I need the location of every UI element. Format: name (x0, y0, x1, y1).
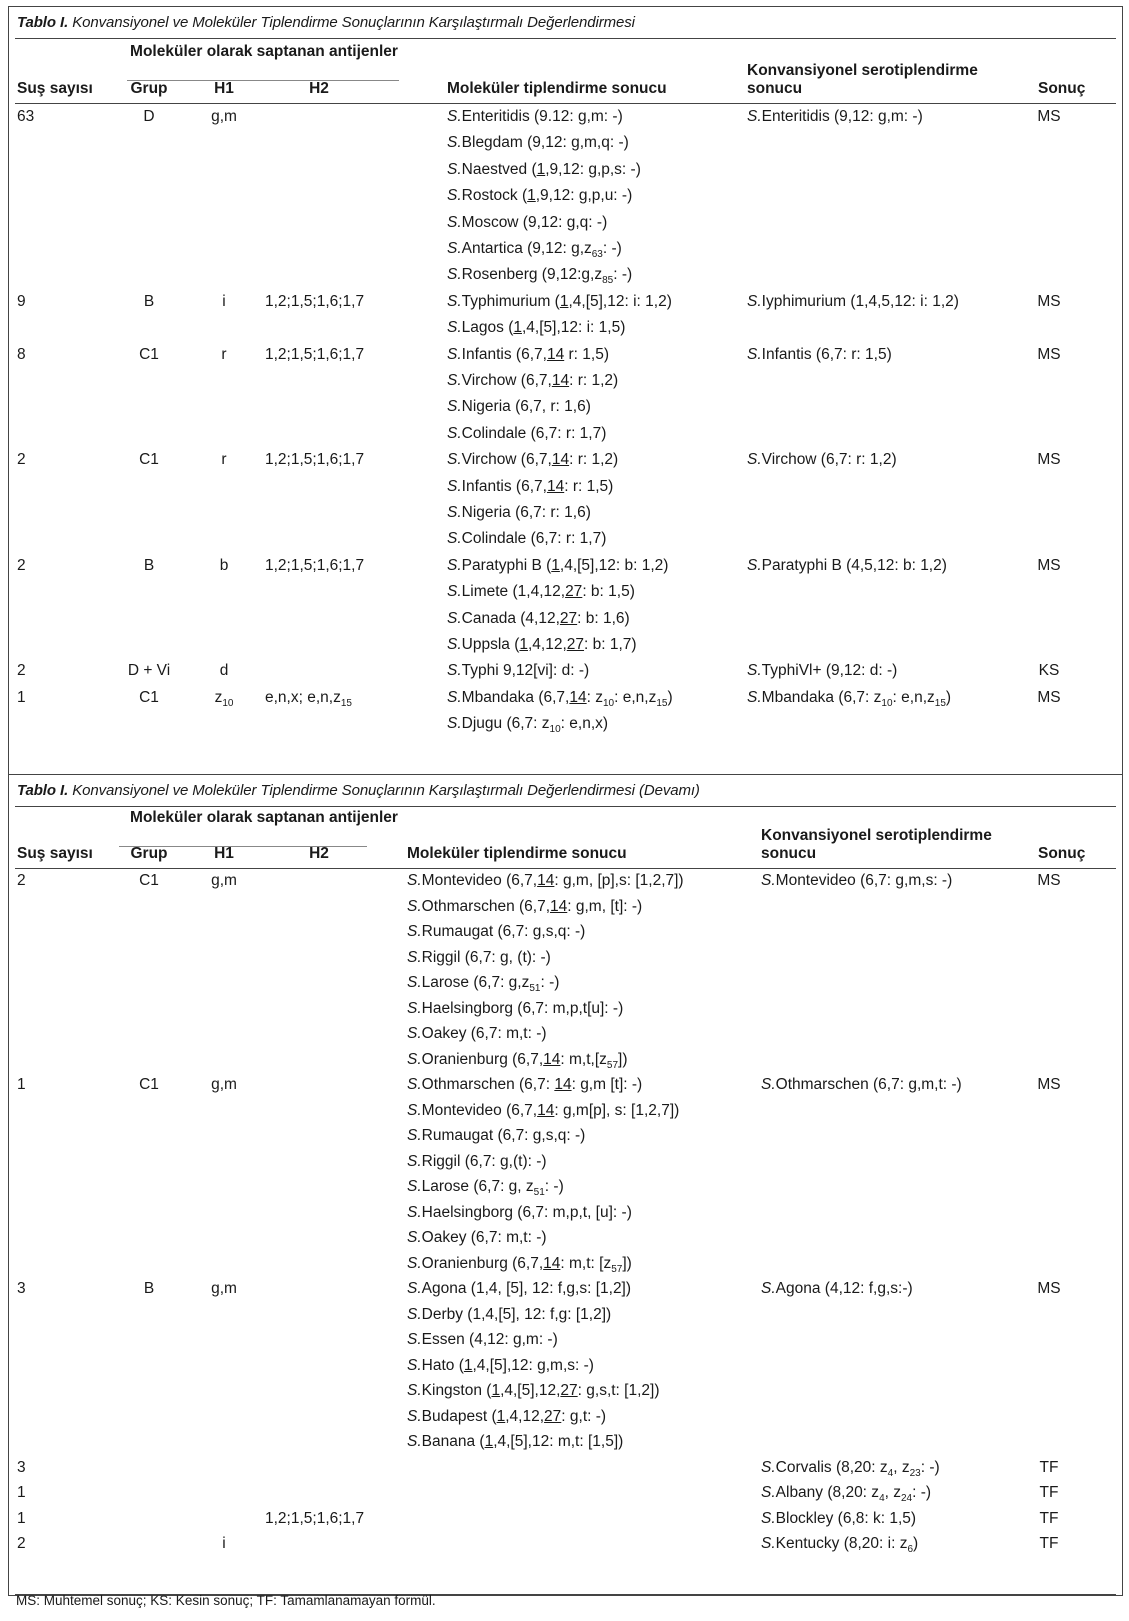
result-cell: TF (1039, 1535, 1059, 1552)
molecular-result-line: S.Mbandaka (6,7,14: $z_{10}$: $e,n,z_{15}$) (447, 688, 673, 709)
molecular-result-line: S.Djugu (6,7: $z_{10}$: e,n,x) (447, 715, 609, 736)
strain-count-cell: 1 (17, 1509, 26, 1527)
molecular-result-line: S.Rumaugat (6,7: g,s,q: -) (407, 1127, 586, 1144)
h1-cell: b (219, 556, 229, 574)
molecular-result-line: S.Infantis (6,7,14: r: 1,5) (447, 477, 614, 495)
molecular-result-line: S.Rostock (1,9,12: g,p,u: -) (447, 187, 633, 205)
header-bottom-rule (15, 103, 1116, 104)
result-header: Sonuç (1038, 845, 1086, 862)
strain-count-cell: 2 (17, 1535, 26, 1552)
molecular-result-line: S.Haelsingborg (6,7: m,p,t[u]: -) (407, 999, 624, 1017)
molecular-result-line: S.Virchow (6,7,14: r: 1,2) (447, 451, 619, 469)
strain-count-cell: 2 (17, 556, 26, 574)
result-cell: MS (1037, 292, 1061, 310)
h1-cell: i (222, 292, 226, 310)
h1-cell: g,m (211, 872, 237, 889)
molecular-result-line: S.Infantis (6,7,14 r: 1,5) (447, 345, 609, 363)
molecular-result-line: S.Limete (1,4,12,27: b: 1,5) (447, 583, 635, 601)
result-header: Sonuç (1038, 80, 1086, 97)
molecular-result-line: S.Larose (6,7: $g,z_{51}$: -) (407, 974, 560, 994)
conventional-result-cell: S.Othmarschen (6,7: g,m,t: -) (761, 1076, 962, 1093)
conventional-result-cell: S.Corvalis (8,20: $z_4$, $z_{23}$: -) (761, 1458, 940, 1479)
caption-label: Tablo I. (17, 782, 69, 799)
grup-cell: C1 (139, 872, 159, 889)
molecular-result-line: S.Colindale (6,7: r: 1,7) (447, 530, 607, 548)
molecular-result-line: S.Derby (1,4,[5], 12: f,g: [1,2]) (407, 1305, 612, 1323)
grup-cell: D + Vi (127, 662, 171, 680)
molecular-header: Moleküler tiplendirme sonucu (447, 80, 667, 97)
result-cell: TF (1039, 1484, 1059, 1501)
h1-cell: g,m (211, 1076, 237, 1093)
h2-cell: e,n,x; $e,n,z_{15}$ (265, 688, 352, 709)
molecular-result-line: S.Enteritidis (9.12: g,m: -) (447, 108, 623, 125)
h1-cell: d (219, 662, 229, 680)
strain-count-cell: 8 (17, 345, 26, 363)
h2-cell: 1,2;1,5;1,6;1,7 (265, 1509, 365, 1527)
molecular-header: Moleküler tiplendirme sonucu (407, 845, 627, 862)
result-cell: MS (1037, 872, 1061, 889)
conventional-result-cell: S.Infantis (6,7: r: 1,5) (747, 345, 892, 363)
molecular-result-line: S.Uppsla (1,4,12,27: b: 1,7) (447, 636, 637, 653)
h1-cell: r (221, 451, 227, 469)
grup-cell: C1 (139, 688, 159, 706)
h2-cell: 1,2;1,5;1,6;1,7 (265, 292, 365, 310)
strain-count-header: Suş sayısı (17, 80, 93, 97)
antigen-group-header: Moleküler olarak saptanan antijenler (130, 43, 398, 60)
molecular-result-line: S.Agona (1,4, [5], 12: f,g,s: [1,2]) (407, 1280, 632, 1297)
molecular-result-line: S.Montevideo (6,7,14: g,m[p], s: [1,2,7]) (407, 1101, 680, 1119)
result-cell: MS (1037, 556, 1061, 574)
result-cell: MS (1037, 451, 1061, 469)
h1-header: H1 (214, 80, 234, 97)
table-caption-continued (17, 782, 700, 799)
h1-cell: r (221, 345, 227, 363)
molecular-result-line: S.Blegdam (9,12: g,m,q: -) (447, 134, 629, 152)
strain-count-cell: 3 (17, 1280, 26, 1297)
molecular-result-line: S.Kingston (1,4,[5],12,27: g,s,t: [1,2]) (407, 1382, 660, 1399)
grup-cell: C1 (139, 345, 159, 363)
grup-header: Grup (130, 845, 168, 862)
conventional-result-cell: S.Agona (4,12: f,g,s:-) (761, 1280, 913, 1297)
result-cell: MS (1037, 688, 1061, 706)
caption-label: Tablo I. (17, 14, 69, 31)
molecular-result-line: S.Rosenberg ($9,12:g,z_{85}$: -) (447, 266, 633, 287)
molecular-result-line: S.Othmarschen (6,7,14: g,m, [t]: -) (407, 897, 643, 915)
table-frame (8, 6, 1123, 1596)
molecular-result-line: S.Naestved (1,9,12: g,p,s: -) (447, 160, 641, 178)
grup-header: Grup (130, 80, 168, 97)
h2-cell: 1,2;1,5;1,6;1,7 (265, 345, 365, 363)
molecular-result-line: S.Nigeria (6,7: r: 1,6) (447, 504, 591, 521)
grup-cell: D (143, 108, 155, 125)
conventional-result-cell: S.TyphiVl+ (9,12: d: -) (747, 662, 898, 680)
molecular-result-line: S.Nigeria (6,7, r: 1,6) (447, 398, 591, 416)
header-top-rule (15, 806, 1116, 807)
molecular-result-line: S.Rumaugat (6,7: g,s,q: -) (407, 923, 586, 940)
conventional-result-cell: S.Iyphimurium (1,4,5,12: i: 1,2) (747, 292, 959, 310)
molecular-result-line: S.Typhi 9,12[vi]: d: -) (447, 662, 590, 680)
grup-cell: C1 (139, 1076, 159, 1093)
molecular-result-line: S.Colindale (6,7: r: 1,7) (447, 424, 607, 442)
molecular-result-line: S.Oranienburg (6,7,14: $m,t,[z_{57}]$) (407, 1050, 628, 1071)
conventional-result-cell: S.Virchow (6,7: r: 1,2) (747, 451, 897, 469)
molecular-result-line: S.Haelsingborg (6,7: m,p,t, [u]: -) (407, 1203, 632, 1221)
strain-count-cell: 9 (17, 292, 26, 310)
molecular-result-line: S.Typhimurium (1,4,[5],12: i: 1,2) (447, 292, 672, 310)
h1-cell: $z_{10}$ (214, 688, 234, 709)
strain-count-header: Suş sayısı (17, 845, 93, 862)
result-cell: TF (1039, 1458, 1059, 1476)
molecular-result-line: S.Larose (6,7: g, $z_{51}$: -) (407, 1178, 564, 1198)
h1-cell: g,m (211, 108, 237, 125)
molecular-result-line: S.Essen (4,12: g,m: -) (407, 1331, 558, 1348)
molecular-result-line: S.Lagos (1,4,[5],12: i: 1,5) (447, 319, 626, 337)
h2-header: H2 (309, 845, 329, 862)
molecular-result-line: S.Moscow (9,12: g,q: -) (447, 213, 608, 231)
strain-count-cell: 1 (17, 1076, 26, 1093)
grup-cell: B (143, 292, 155, 310)
h1-cell: i (222, 1535, 226, 1552)
molecular-result-line: S.Banana (1,4,[5],12: m,t: [1,5]) (407, 1433, 624, 1450)
grup-cell: B (143, 1280, 155, 1297)
h2-cell: 1,2;1,5;1,6;1,7 (265, 451, 365, 469)
header-bottom-rule (15, 868, 1116, 869)
strain-count-cell: 2 (17, 662, 26, 680)
conventional-header: Konvansiyonel serotiplendirme sonucu (761, 827, 992, 862)
h2-header: H2 (309, 80, 329, 97)
conventional-result-cell: S.Albany (8,20: $z_4$, $z_{24}$: -) (761, 1484, 932, 1504)
header-top-rule (15, 38, 1116, 39)
molecular-result-line: S.Hato (1,4,[5],12: g,m,s: -) (407, 1356, 594, 1374)
result-cell: MS (1037, 345, 1061, 363)
conventional-result-cell: S.Montevideo (6,7: g,m,s: -) (761, 872, 953, 889)
result-cell: MS (1037, 1280, 1061, 1297)
conventional-result-cell: S.Paratyphi B (4,5,12: b: 1,2) (747, 556, 947, 574)
molecular-result-line: S.Paratyphi B (1,4,[5],12: b: 1,2) (447, 556, 669, 574)
molecular-result-line: S.Oranienburg (6,7,14: m,t: $[z_{57}]$) (407, 1254, 632, 1275)
strain-count-cell: 63 (17, 108, 35, 125)
molecular-result-line: S.Montevideo (6,7,14: g,m, [p],s: [1,2,7]) (407, 872, 684, 889)
strain-count-cell: 2 (17, 451, 26, 469)
grup-cell: B (143, 556, 155, 574)
molecular-result-line: S.Othmarschen (6,7: 14: g,m [t]: -) (407, 1076, 643, 1093)
antigen-group-header: Moleküler olarak saptanan antijenler (130, 809, 398, 826)
conventional-result-cell: S.Mbandaka (6,7: $z_{10}$: $e,n,z_{15}$) (747, 688, 952, 709)
table-section-1 (9, 7, 1122, 774)
table-section-2 (9, 774, 1122, 1595)
table-footnote: MS: Muhtemel sonuç; KS: Kesin sonuç; TF: Tamamlanamayan formül. (16, 1593, 436, 1608)
h1-cell: g,m (211, 1280, 237, 1297)
result-cell: MS (1037, 1076, 1061, 1093)
molecular-result-line: S.Budapest (1,4,12,27: g,t: -) (407, 1407, 607, 1425)
molecular-result-line: S.Riggil (6,7: g, (t): -) (407, 948, 551, 966)
molecular-result-line: S.Oakey (6,7: m,t: -) (407, 1025, 547, 1042)
molecular-result-line: S.Virchow (6,7,14: r: 1,2) (447, 372, 619, 389)
molecular-result-line: S.Oakey (6,7: m,t: -) (407, 1229, 547, 1246)
strain-count-cell: 3 (17, 1458, 26, 1476)
grup-cell: C1 (139, 451, 159, 469)
table-caption (17, 14, 635, 31)
h2-cell: 1,2;1,5;1,6;1,7 (265, 556, 365, 574)
result-cell: TF (1039, 1509, 1059, 1527)
strain-count-cell: 1 (17, 688, 26, 706)
conventional-result-cell: S.Kentucky (8,20: i: $z_6$) (761, 1535, 919, 1555)
caption-text: Konvansiyonel ve Moleküler Tiplendirme Sonuçlarının Karşılaştırmalı Değerlendirmesi (72, 14, 635, 31)
result-cell: MS (1037, 108, 1061, 125)
result-cell: KS (1038, 662, 1060, 680)
h1-header: H1 (214, 845, 234, 862)
strain-count-cell: 2 (17, 872, 26, 889)
caption-text: Konvansiyonel ve Moleküler Tiplendirme Sonuçlarının Karşılaştırmalı Değerlendirmesi (Devamı) (72, 782, 700, 799)
conventional-result-cell: S.Enteritidis (9,12: g,m: -) (747, 108, 923, 125)
molecular-result-line: S.Canada (4,12,27: b: 1,6) (447, 609, 630, 627)
molecular-result-line: S.Antartica (9,12: $g,z_{63}$: -) (447, 240, 622, 260)
molecular-result-line: S.Riggil (6,7: g,(t): -) (407, 1152, 547, 1170)
conventional-header: Konvansiyonel serotiplendirme sonucu (747, 62, 978, 97)
conventional-result-cell: S.Blockley (6,8: k: 1,5) (761, 1509, 917, 1527)
strain-count-cell: 1 (17, 1484, 26, 1501)
